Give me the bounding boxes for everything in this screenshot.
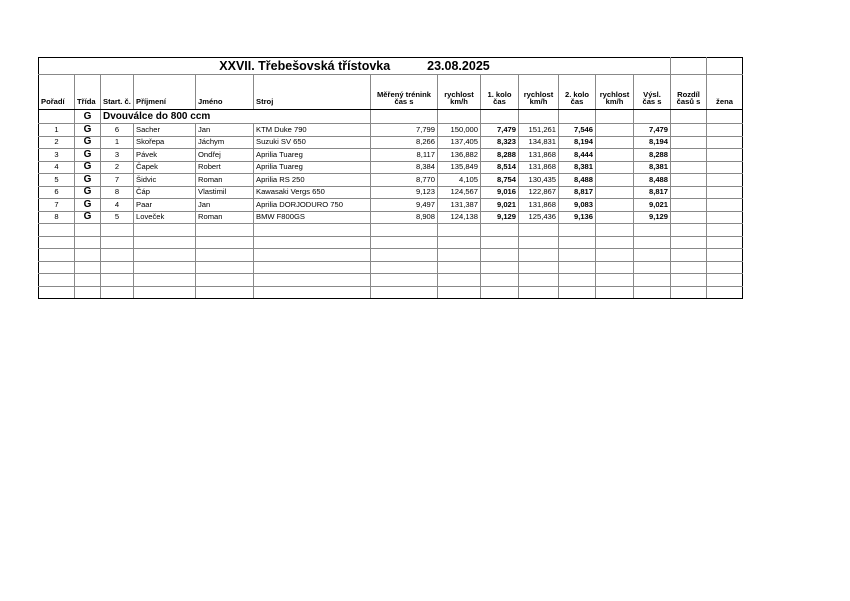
cell-kolo2: 9,083 [559, 199, 596, 212]
cell-kolo2: 8,488 [559, 174, 596, 187]
cell-trida: G [75, 124, 101, 137]
empty-cell [596, 261, 634, 274]
cell-trida: G [75, 136, 101, 149]
empty-cell [134, 274, 196, 287]
cell-start: 6 [101, 124, 134, 137]
cell-rozdil [671, 161, 707, 174]
cell-poradi: 1 [39, 124, 75, 137]
cell-rozdil [671, 199, 707, 212]
cell-kolo2: 7,546 [559, 124, 596, 137]
empty-cell [519, 261, 559, 274]
cell-stroj: Kawasaki Vergs 650 [254, 186, 371, 199]
cell-trenink: 8,117 [371, 149, 438, 162]
empty-cell [254, 286, 371, 299]
results-table [38, 57, 743, 299]
cell-kolo2: 8,381 [559, 161, 596, 174]
header-rychlost2-line2: km/h [605, 97, 624, 107]
empty-cell [39, 236, 75, 249]
empty-row [39, 224, 743, 237]
empty-cell [634, 286, 671, 299]
cell-trenink: 8,266 [371, 136, 438, 149]
table-row [39, 149, 743, 162]
cell-start: 4 [101, 199, 134, 212]
cell-trenink: 8,384 [371, 161, 438, 174]
cell-prijmeni: Šidvic [134, 174, 196, 187]
empty-row [39, 274, 743, 287]
table-row [39, 186, 743, 199]
event-title: XXVII. Třebešovská třístovka [219, 58, 391, 73]
cell-rychlost: 136,882 [438, 149, 481, 162]
cell-stroj: Aprilia Tuareg [254, 149, 371, 162]
empty-cell [519, 236, 559, 249]
empty-cell [101, 236, 134, 249]
sheet-title [39, 58, 671, 75]
cell-vysl: 7,479 [634, 124, 671, 137]
cell-poradi: 4 [39, 161, 75, 174]
cell-trenink: 7,799 [371, 124, 438, 137]
empty-cell [519, 286, 559, 299]
cell-zena [707, 174, 743, 187]
empty-cell [371, 249, 438, 262]
empty-cell [75, 261, 101, 274]
cell-trenink: 8,908 [371, 211, 438, 224]
cell-poradi: 7 [39, 199, 75, 212]
cell-jmeno: Vlastimil [196, 186, 254, 199]
empty-cell [196, 249, 254, 262]
empty-cell [254, 249, 371, 262]
cell-rychlost1: 151,261 [519, 124, 559, 137]
empty-cell [196, 224, 254, 237]
empty-cell [707, 224, 743, 237]
table-row [39, 124, 743, 137]
cell-poradi: 6 [39, 186, 75, 199]
empty-cell [101, 261, 134, 274]
cell-rychlost2 [596, 199, 634, 212]
cell-rychlost1: 122,867 [519, 186, 559, 199]
table-row [39, 161, 743, 174]
empty-cell [596, 224, 634, 237]
empty-cell [134, 249, 196, 262]
cell-stroj: Aprilia RS 250 [254, 174, 371, 187]
category-blank-cell [559, 110, 596, 124]
cell-prijmeni: Čáp [134, 186, 196, 199]
empty-cell [254, 224, 371, 237]
cell-vysl: 9,129 [634, 211, 671, 224]
empty-cell [596, 236, 634, 249]
empty-cell [559, 274, 596, 287]
cell-zena [707, 199, 743, 212]
cell-trida: G [75, 211, 101, 224]
empty-cell [559, 286, 596, 299]
cell-jmeno: Ondřej [196, 149, 254, 162]
category-row [39, 110, 743, 124]
title-row [39, 58, 743, 75]
title-blank-cell [671, 58, 707, 75]
header-zena: žena [707, 75, 743, 110]
cell-start: 8 [101, 186, 134, 199]
header-trenink-line1: Měřený trénink [376, 89, 432, 99]
header-trenink-line2: čas s [394, 97, 414, 107]
header-jmeno: Jméno [196, 75, 254, 110]
empty-cell [559, 224, 596, 237]
empty-cell [519, 274, 559, 287]
cell-poradi: 2 [39, 136, 75, 149]
empty-cell [196, 236, 254, 249]
cell-rychlost: 131,387 [438, 199, 481, 212]
cell-stroj: Aprilia Tuareg [254, 161, 371, 174]
cell-poradi: 8 [39, 211, 75, 224]
cell-trida: G [75, 199, 101, 212]
empty-cell [254, 274, 371, 287]
cell-vysl: 9,021 [634, 199, 671, 212]
cell-kolo1: 8,754 [481, 174, 519, 187]
empty-cell [671, 274, 707, 287]
empty-cell [254, 261, 371, 274]
empty-cell [75, 224, 101, 237]
header-kolo1 [481, 75, 519, 110]
header-rychlost1-line2: km/h [529, 97, 548, 107]
empty-cell [134, 224, 196, 237]
header-kolo1-line1: 1. kolo [487, 89, 512, 99]
header-rozdil-line1: Rozdíl [677, 89, 700, 99]
empty-cell [39, 249, 75, 262]
cell-jmeno: Roman [196, 211, 254, 224]
category-blank-cell [596, 110, 634, 124]
cell-jmeno: Jáchym [196, 136, 254, 149]
empty-cell [75, 236, 101, 249]
cell-rozdil [671, 149, 707, 162]
header-row [39, 75, 743, 110]
cell-zena [707, 149, 743, 162]
cell-vysl: 8,288 [634, 149, 671, 162]
empty-cell [134, 261, 196, 274]
header-rozdil [671, 75, 707, 110]
cell-rychlost2 [596, 136, 634, 149]
empty-cell [134, 236, 196, 249]
cell-rychlost1: 130,435 [519, 174, 559, 187]
event-date: 23.08.2025 [427, 58, 490, 73]
empty-cell [438, 249, 481, 262]
cell-kolo1: 8,323 [481, 136, 519, 149]
category-blank-cell [438, 110, 481, 124]
cell-rychlost2 [596, 149, 634, 162]
cell-zena [707, 161, 743, 174]
empty-cell [101, 286, 134, 299]
header-kolo2 [559, 75, 596, 110]
category-name: Dvouválce do 800 ccm [101, 110, 371, 124]
empty-cell [481, 261, 519, 274]
cell-prijmeni: Skořepa [134, 136, 196, 149]
cell-rychlost1: 131,868 [519, 161, 559, 174]
empty-cell [634, 224, 671, 237]
cell-kolo1: 7,479 [481, 124, 519, 137]
category-blank-cell [671, 110, 707, 124]
empty-row [39, 286, 743, 299]
header-stroj: Stroj [254, 75, 371, 110]
empty-cell [438, 224, 481, 237]
cell-vysl: 8,817 [634, 186, 671, 199]
header-prijmeni: Příjmení [134, 75, 196, 110]
cell-kolo1: 9,021 [481, 199, 519, 212]
header-rychlost1-line1: rychlost [523, 89, 554, 99]
cell-zena [707, 124, 743, 137]
empty-cell [596, 286, 634, 299]
cell-trida: G [75, 186, 101, 199]
empty-cell [438, 236, 481, 249]
cell-rozdil [671, 211, 707, 224]
empty-cell [254, 236, 371, 249]
empty-cell [481, 236, 519, 249]
cell-rychlost2 [596, 124, 634, 137]
cell-trenink: 9,497 [371, 199, 438, 212]
empty-cell [39, 274, 75, 287]
header-vysl-line2: čas s [642, 97, 662, 107]
header-trenink [371, 75, 438, 110]
cell-jmeno: Jan [196, 199, 254, 212]
empty-cell [481, 286, 519, 299]
cell-start: 3 [101, 149, 134, 162]
empty-cell [634, 236, 671, 249]
empty-cell [371, 224, 438, 237]
cell-rychlost1: 131,868 [519, 149, 559, 162]
cell-rychlost1: 134,831 [519, 136, 559, 149]
header-rychlost2-line1: rychlost [599, 89, 630, 99]
cell-rozdil [671, 136, 707, 149]
cell-poradi: 3 [39, 149, 75, 162]
cell-stroj: KTM Duke 790 [254, 124, 371, 137]
cell-kolo2: 8,817 [559, 186, 596, 199]
cell-kolo1: 8,288 [481, 149, 519, 162]
header-rychlost2 [596, 75, 634, 110]
empty-cell [481, 249, 519, 262]
cell-zena [707, 136, 743, 149]
header-rychlost-line1: rychlost [444, 89, 474, 99]
category-blank-cell [634, 110, 671, 124]
cell-rychlost2 [596, 186, 634, 199]
table-row [39, 199, 743, 212]
cell-prijmeni: Čapek [134, 161, 196, 174]
empty-cell [438, 261, 481, 274]
empty-cell [481, 224, 519, 237]
cell-kolo1: 9,129 [481, 211, 519, 224]
empty-cell [596, 249, 634, 262]
cell-rychlost2 [596, 211, 634, 224]
empty-cell [671, 249, 707, 262]
header-vysl-line1: Výsl. [643, 89, 661, 99]
cell-prijmeni: Paar [134, 199, 196, 212]
empty-cell [101, 274, 134, 287]
empty-cell [438, 274, 481, 287]
empty-cell [671, 224, 707, 237]
empty-cell [559, 261, 596, 274]
header-kolo2-line1: 2. kolo [564, 89, 590, 99]
empty-cell [671, 286, 707, 299]
empty-cell [75, 274, 101, 287]
empty-cell [39, 224, 75, 237]
cell-vysl: 8,488 [634, 174, 671, 187]
empty-cell [559, 249, 596, 262]
cell-rychlost1: 131,868 [519, 199, 559, 212]
category-blank-cell [481, 110, 519, 124]
empty-row [39, 261, 743, 274]
cell-trida: G [75, 149, 101, 162]
category-blank-cell [39, 110, 75, 124]
cell-kolo2: 9,136 [559, 211, 596, 224]
cell-rychlost: 4,105 [438, 174, 481, 187]
empty-cell [134, 286, 196, 299]
category-blank-cell [519, 110, 559, 124]
cell-kolo2: 8,194 [559, 136, 596, 149]
cell-prijmeni: Sacher [134, 124, 196, 137]
header-kolo2-line2: čas [570, 97, 584, 107]
empty-cell [196, 274, 254, 287]
empty-cell [707, 236, 743, 249]
cell-rychlost: 124,567 [438, 186, 481, 199]
category-blank-cell [707, 110, 743, 124]
empty-cell [596, 274, 634, 287]
table-row [39, 211, 743, 224]
cell-prijmeni: Loveček [134, 211, 196, 224]
header-rychlost [438, 75, 481, 110]
header-rychlost1 [519, 75, 559, 110]
cell-start: 1 [101, 136, 134, 149]
cell-start: 7 [101, 174, 134, 187]
empty-cell [519, 224, 559, 237]
cell-poradi: 5 [39, 174, 75, 187]
empty-cell [707, 261, 743, 274]
cell-jmeno: Roman [196, 174, 254, 187]
cell-zena [707, 211, 743, 224]
empty-cell [671, 261, 707, 274]
empty-cell [196, 286, 254, 299]
empty-cell [519, 249, 559, 262]
empty-cell [634, 249, 671, 262]
cell-trida: G [75, 161, 101, 174]
cell-rychlost2 [596, 161, 634, 174]
cell-start: 2 [101, 161, 134, 174]
empty-cell [101, 249, 134, 262]
empty-cell [707, 274, 743, 287]
empty-cell [75, 249, 101, 262]
empty-cell [707, 286, 743, 299]
cell-trenink: 8,770 [371, 174, 438, 187]
empty-cell [559, 236, 596, 249]
cell-vysl: 8,381 [634, 161, 671, 174]
empty-cell [371, 261, 438, 274]
empty-cell [371, 236, 438, 249]
cell-jmeno: Jan [196, 124, 254, 137]
cell-rychlost: 150,000 [438, 124, 481, 137]
cell-rozdil [671, 124, 707, 137]
cell-trida: G [75, 174, 101, 187]
table-row [39, 136, 743, 149]
cell-start: 5 [101, 211, 134, 224]
empty-cell [634, 274, 671, 287]
empty-cell [634, 261, 671, 274]
cell-rozdil [671, 186, 707, 199]
header-kolo1-line2: čas [493, 97, 506, 107]
empty-cell [196, 261, 254, 274]
empty-cell [75, 286, 101, 299]
cell-stroj: Aprilia DORJODURO 750 [254, 199, 371, 212]
cell-rychlost: 124,138 [438, 211, 481, 224]
cell-zena [707, 186, 743, 199]
empty-cell [481, 274, 519, 287]
header-rozdil-line2: časů s [676, 97, 701, 107]
cell-rychlost: 137,405 [438, 136, 481, 149]
cell-rychlost2 [596, 174, 634, 187]
cell-rozdil [671, 174, 707, 187]
header-trida: Třída [75, 75, 101, 110]
header-start: Start. č. [101, 75, 134, 110]
title-blank-cell [707, 58, 743, 75]
empty-cell [707, 249, 743, 262]
table-row [39, 174, 743, 187]
empty-cell [39, 286, 75, 299]
cell-jmeno: Robert [196, 161, 254, 174]
header-poradi: Pořadí [39, 75, 75, 110]
empty-cell [671, 236, 707, 249]
empty-cell [101, 224, 134, 237]
category-class: G [75, 110, 101, 124]
cell-stroj: Suzuki SV 650 [254, 136, 371, 149]
cell-prijmeni: Pávek [134, 149, 196, 162]
empty-cell [371, 274, 438, 287]
cell-kolo1: 9,016 [481, 186, 519, 199]
cell-rychlost: 135,849 [438, 161, 481, 174]
category-blank-cell [371, 110, 438, 124]
cell-stroj: BMW F800GS [254, 211, 371, 224]
empty-cell [371, 286, 438, 299]
empty-cell [39, 261, 75, 274]
cell-rychlost1: 125,436 [519, 211, 559, 224]
header-rychlost-line2: km/h [450, 97, 468, 107]
header-vysl [634, 75, 671, 110]
empty-cell [438, 286, 481, 299]
cell-vysl: 8,194 [634, 136, 671, 149]
empty-row [39, 236, 743, 249]
cell-kolo2: 8,444 [559, 149, 596, 162]
empty-row [39, 249, 743, 262]
cell-trenink: 9,123 [371, 186, 438, 199]
cell-kolo1: 8,514 [481, 161, 519, 174]
